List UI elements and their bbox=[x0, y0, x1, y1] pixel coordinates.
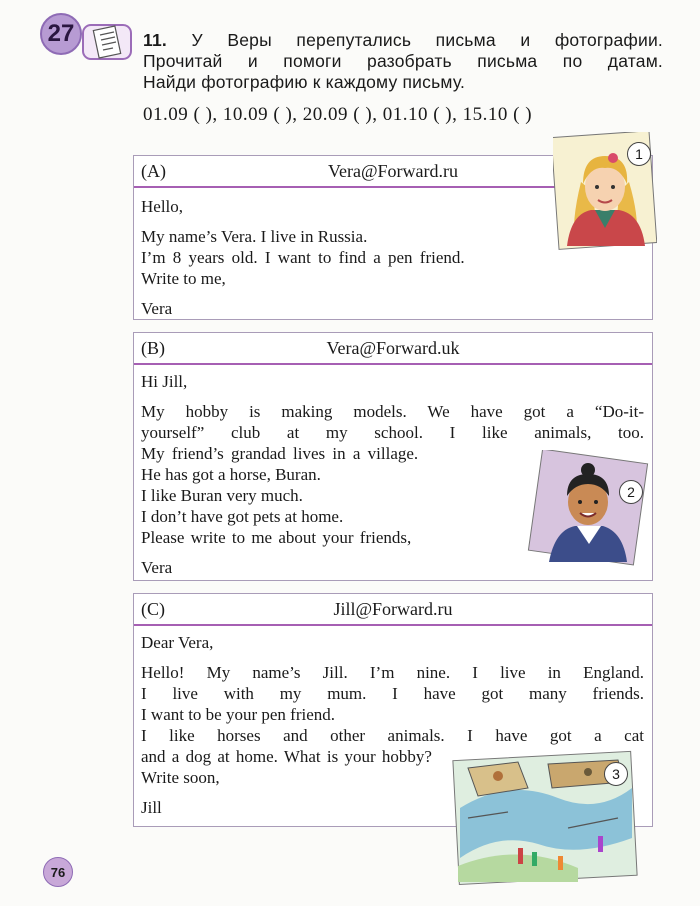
letter-a-greeting: Hello, bbox=[141, 197, 184, 216]
notebook-icon bbox=[82, 22, 132, 62]
letter-b-line: I don’t have got pets at home. bbox=[141, 507, 344, 526]
girl-illustration-2 bbox=[527, 450, 649, 566]
letter-c-line: Hello! My name’s Jill. I’m nine. I live in England. bbox=[141, 663, 644, 682]
letter-a-line: I’m 8 years old. I want to find a pen friend. bbox=[141, 248, 465, 267]
page-number: 76 bbox=[43, 857, 73, 887]
dates-line: 01.09 ( ), 10.09 ( ), 20.09 ( ), 01.10 ( ), 15.10 ( ) bbox=[143, 104, 533, 125]
letter-b-line: Please write to me about your friends, bbox=[141, 528, 412, 547]
task-instructions bbox=[143, 30, 663, 93]
letter-c-email: Jill@Forward.ru bbox=[333, 599, 453, 619]
letter-b-header bbox=[134, 333, 652, 365]
task-line-1: 11. У Веры перепутались письма и фотографии. bbox=[143, 30, 663, 50]
letter-c-header bbox=[134, 594, 652, 626]
letter-c-line: I want to be your pen friend. bbox=[141, 705, 336, 724]
letter-c-line: I like horses and other animals. I have got a cat bbox=[141, 726, 644, 745]
letter-b-line: He has got a horse, Buran. bbox=[141, 465, 321, 484]
letter-b-line: My friend’s grandad lives in a village. bbox=[141, 444, 419, 463]
letter-c-signature: Jill bbox=[141, 798, 162, 817]
task-line-2: Прочитай и помоги разобрать письма по датам. bbox=[143, 51, 663, 71]
letter-b-line: yourself” club at my school. I like animals, too. bbox=[141, 423, 644, 442]
letter-a-line: Write to me, bbox=[141, 269, 226, 288]
letter-b-signature: Vera bbox=[141, 558, 173, 577]
photo-2-number: 2 bbox=[619, 480, 643, 504]
letter-b-line: My hobby is making models. We have got a “Do-it- bbox=[141, 402, 644, 421]
photo-2-girl bbox=[527, 450, 649, 566]
letter-a-email: Vera@Forward.ru bbox=[327, 161, 459, 181]
photo-3-zoo bbox=[448, 748, 640, 886]
task-number: 11. bbox=[143, 30, 167, 50]
letter-a-line: My name’s Vera. I live in Russia. bbox=[141, 227, 368, 246]
exercise-number: 27 bbox=[47, 20, 75, 47]
letter-a-signature: Vera bbox=[141, 299, 173, 318]
photo-1-girl bbox=[553, 132, 657, 250]
letter-c-line: Write soon, bbox=[141, 768, 220, 787]
letter-c-tag: (C) bbox=[141, 599, 165, 619]
photo-3-number: 3 bbox=[604, 762, 628, 786]
letter-c-line: and a dog at home. What is your hobby? bbox=[141, 747, 432, 766]
exercise-number-badge bbox=[40, 13, 82, 55]
task-line-3: Найди фотографию к каждому письму. bbox=[143, 72, 466, 92]
photo-1-number: 1 bbox=[627, 142, 651, 166]
letter-c-greeting: Dear Vera, bbox=[141, 633, 214, 652]
letter-a-tag: (A) bbox=[141, 161, 166, 181]
letter-b-greeting: Hi Jill, bbox=[141, 372, 188, 391]
letter-b-line: I like Buran very much. bbox=[141, 486, 303, 505]
letter-b-tag: (B) bbox=[141, 338, 165, 358]
letter-c-line: I live with my mum. I have got many friends. bbox=[141, 684, 644, 703]
letter-b-email: Vera@Forward.uk bbox=[326, 338, 460, 358]
